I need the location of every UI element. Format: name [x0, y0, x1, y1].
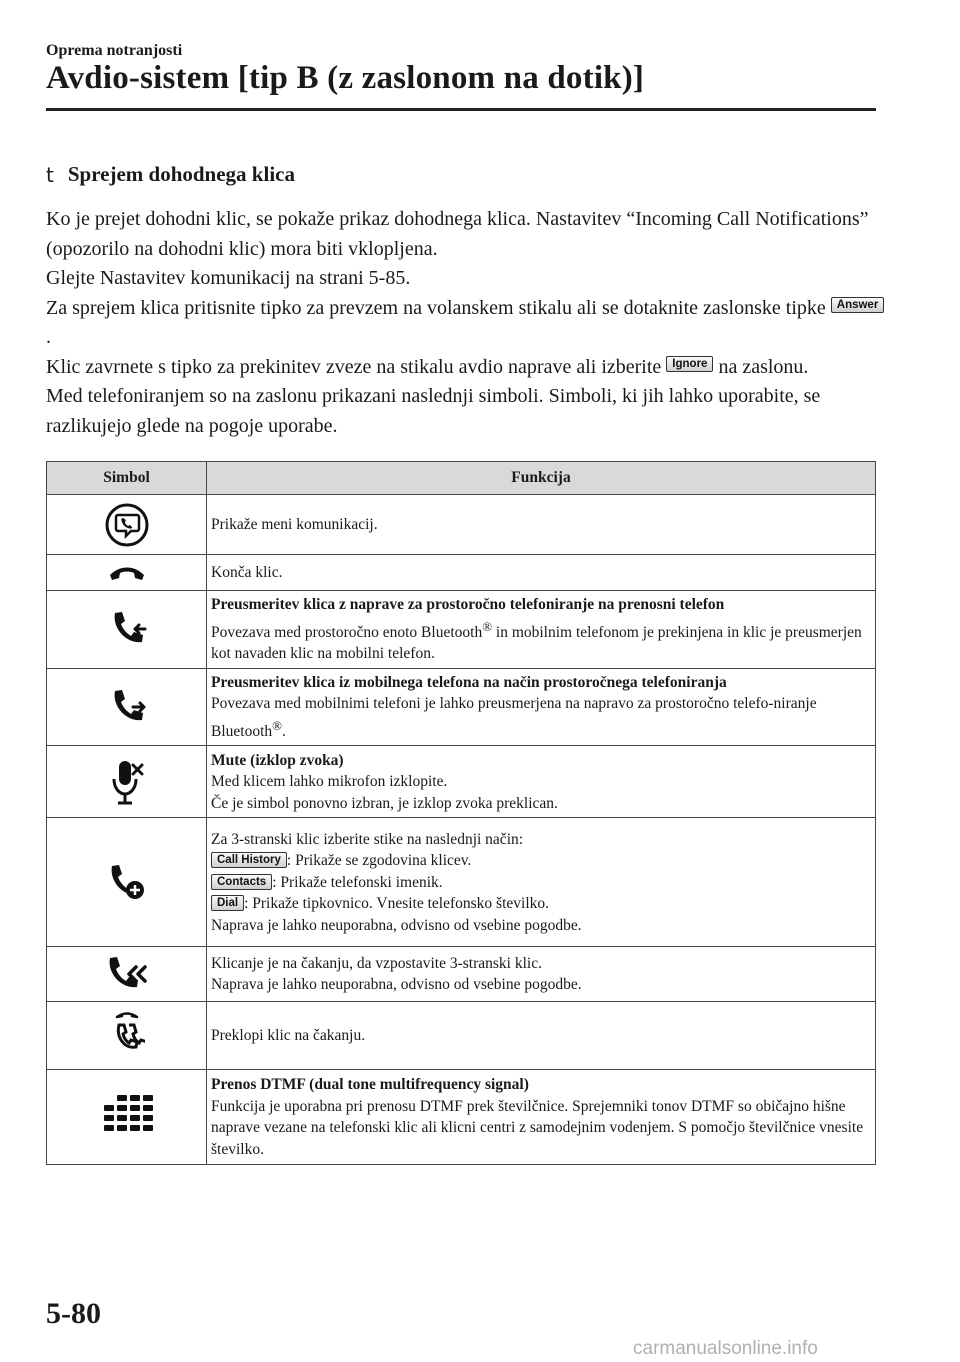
function-title: Preusmeritev klica iz mobilnega telefona na način prostoročnega telefoniranja: [211, 673, 727, 691]
function-text: Za 3-stranski klic izberite stike na naslednji način:: [211, 830, 524, 848]
function-cell: [207, 1070, 876, 1165]
function-text: [211, 872, 869, 894]
mute-microphone-icon: [47, 746, 207, 818]
body-text: [46, 205, 886, 441]
merge-call-icon: [47, 947, 207, 1002]
answer-button-chip: Answer: [831, 297, 885, 313]
function-text: Klicanje je na čakanju, da vzpostavite 3-stranski klic.: [211, 954, 542, 972]
function-cell: [207, 818, 876, 947]
call-history-button-chip: Call History: [211, 852, 287, 868]
column-header-function: Funkcija: [207, 462, 876, 495]
column-header-symbol: Simbol: [47, 462, 207, 495]
paragraph: Glejte Nastavitev komunikacij na strani 5-85.: [46, 267, 411, 289]
function-cell: [207, 668, 876, 746]
table-row: [47, 668, 876, 746]
title-rule: [46, 108, 876, 111]
watermark: carmanualsonline.info: [633, 1338, 818, 1359]
function-text-part: : Prikaže telefonski imenik.: [272, 873, 443, 891]
function-text: [211, 616, 869, 665]
section-label: Oprema notranjosti: [46, 42, 183, 59]
paragraph-text: .: [46, 326, 51, 348]
paragraph: [46, 294, 886, 353]
function-text: [211, 693, 869, 742]
paragraph: Ko je prejet dohodni klic, se pokaže prikaz dohodnega klica. Nastavitev “Incoming Call Notifications” (opozorilo na dohodni klic) mora biti vklopljena.: [46, 208, 869, 260]
table-row: [47, 591, 876, 669]
paragraph: [46, 353, 886, 383]
function-text: Naprava je lahko neuporabna, odvisno od vsebine pogodbe.: [211, 976, 582, 994]
table-row: [47, 495, 876, 555]
function-text: Funkcija je uporabna pri prenosu DTMF prek številčnice. Sprejemniki tonov DTMF so običajno hišne naprave vezane na telefonski klic ali klicni centri z samodejnim vodenjem. S pomočjo številčnice vnesite številko.: [211, 1097, 864, 1158]
swap-call-icon: [47, 1002, 207, 1070]
function-text: Prikaže meni komunikacij.: [211, 515, 378, 533]
ignore-button-chip: Ignore: [666, 356, 713, 372]
function-text-part: : Prikaže se zgodovina klicev.: [286, 852, 472, 870]
add-call-icon: [47, 818, 207, 947]
function-cell: [207, 947, 876, 1002]
table-row: [47, 1070, 876, 1165]
function-cell: [207, 1002, 876, 1070]
function-text-part: .: [281, 722, 286, 740]
function-cell: [207, 495, 876, 555]
function-text-part: : Prikaže tipkovnico. Vnesite telefonsko številko.: [244, 895, 550, 913]
transfer-to-handsfree-icon: [47, 668, 207, 746]
subsection-title: Sprejem dohodnega klica: [67, 162, 295, 186]
table-row: [47, 1002, 876, 1070]
function-title: Mute (izklop zvoka): [211, 751, 344, 769]
registered-mark: ®: [272, 717, 282, 733]
function-text-part: Povezava med mobilnimi telefoni je lahko preusmerjena na napravo za prostoročno telefo-niranje Bluetooth: [211, 695, 817, 740]
function-cell: [207, 555, 876, 591]
subsection-heading: [46, 162, 295, 187]
function-text: Med klicem lahko mikrofon izklopite.: [211, 773, 448, 791]
table-header-row: [47, 462, 876, 495]
keypad-icon: [47, 1070, 207, 1165]
function-text-part: Povezava med prostoročno enoto Bluetooth: [211, 623, 483, 641]
function-cell: [207, 591, 876, 669]
table-row: [47, 555, 876, 591]
function-text: Če je simbol ponovno izbran, je izklop zvoka preklican.: [211, 794, 558, 812]
paragraph: Med telefoniranjem so na zaslonu prikazani naslednji simboli. Simboli, ki jih lahko uporabite, se razlikujejo glede na pogoje uporabe.: [46, 385, 821, 437]
function-cell: [207, 746, 876, 818]
bullet-icon: t: [46, 162, 54, 187]
function-text: [211, 850, 869, 872]
dial-button-chip: Dial: [211, 895, 244, 911]
function-title: Prenos DTMF (dual tone multifrequency signal): [211, 1076, 529, 1094]
function-text: Naprava je lahko neuporabna, odvisno od vsebine pogodbe.: [211, 916, 582, 934]
page-title: Avdio-sistem [tip B (z zaslonom na dotik)]: [46, 60, 645, 96]
function-text: Konča klic.: [211, 563, 283, 581]
table-row: [47, 746, 876, 818]
transfer-to-phone-icon: [47, 591, 207, 669]
function-text-part: in mobilnim telefonom je prekinjena in klic je preusmerjen kot navaden klic na mobilni telefon.: [211, 623, 862, 663]
end-call-icon: [47, 555, 207, 591]
paragraph-text: Klic zavrnete s tipko za prekinitev zveze na stikalu avdio naprave ali izberite: [46, 355, 667, 378]
phone-menu-icon: [47, 495, 207, 555]
function-text: [211, 893, 869, 915]
symbols-table: [46, 461, 876, 1165]
table-row: [47, 818, 876, 947]
paragraph-text: na zaslonu.: [713, 355, 809, 378]
contacts-button-chip: Contacts: [211, 874, 272, 890]
registered-mark: ®: [482, 618, 493, 634]
paragraph-text: Za sprejem klica pritisnite tipko za prevzem na volanskem stikalu ali se dotaknite zaslonske tipke: [46, 296, 831, 319]
function-text: Preklopi klic na čakanju.: [211, 1027, 366, 1045]
function-title: Preusmeritev klica z naprave za prostoročno telefoniranje na prenosni telefon: [211, 596, 725, 613]
table-row: [47, 947, 876, 1002]
page-number: 5-80: [46, 1297, 101, 1330]
